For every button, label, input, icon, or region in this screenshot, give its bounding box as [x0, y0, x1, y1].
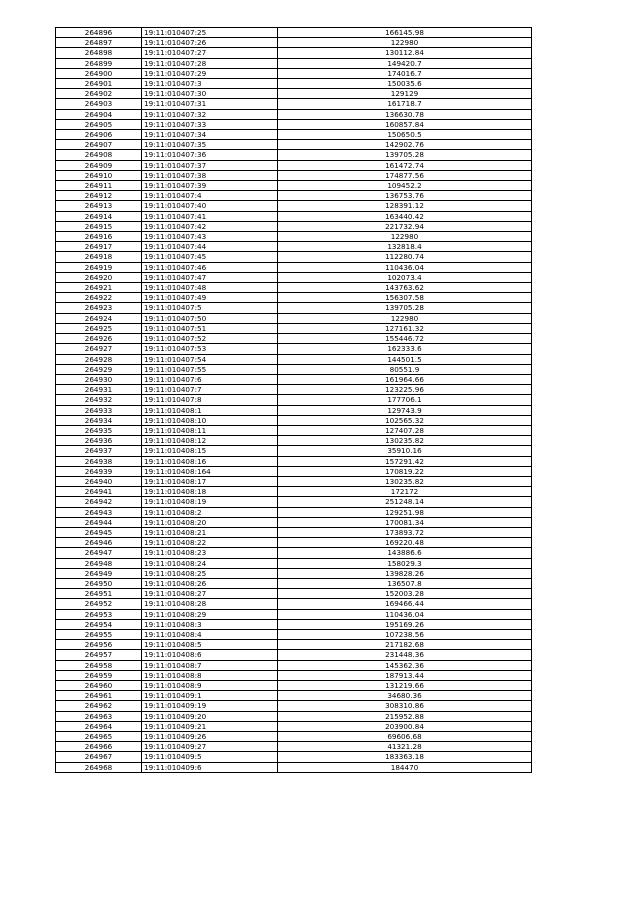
- amount-cell: 158029.3: [278, 558, 532, 568]
- cadastral-number-cell: 19:11:010408:12: [142, 436, 278, 446]
- row-number-cell: 264903: [56, 99, 142, 109]
- row-number-cell: 264929: [56, 364, 142, 374]
- row-number-cell: 264964: [56, 721, 142, 731]
- table-row: [56, 538, 532, 548]
- row-number-cell: 264966: [56, 742, 142, 752]
- table-row: [56, 201, 532, 211]
- amount-cell: 231448.36: [278, 650, 532, 660]
- amount-cell: 122980: [278, 38, 532, 48]
- amount-cell: 144501.5: [278, 354, 532, 364]
- table-row: [56, 527, 532, 537]
- table-row: [56, 640, 532, 650]
- table-row: [56, 578, 532, 588]
- amount-cell: 34680.36: [278, 691, 532, 701]
- row-number-cell: 264907: [56, 140, 142, 150]
- amount-cell: 142902.76: [278, 140, 532, 150]
- amount-cell: 169466.44: [278, 599, 532, 609]
- cadastral-number-cell: 19:11:010407:40: [142, 201, 278, 211]
- amount-cell: 35910.16: [278, 446, 532, 456]
- row-number-cell: 264896: [56, 28, 142, 38]
- cadastral-number-cell: 19:11:010408:23: [142, 548, 278, 558]
- table-row: [56, 323, 532, 333]
- cadastral-number-cell: 19:11:010408:164: [142, 466, 278, 476]
- amount-cell: 161964.66: [278, 374, 532, 384]
- table-row: [56, 446, 532, 456]
- amount-cell: 157291.42: [278, 456, 532, 466]
- cadastral-number-cell: 19:11:010408:10: [142, 415, 278, 425]
- table-row: [56, 191, 532, 201]
- amount-cell: 170081.34: [278, 517, 532, 527]
- cadastral-number-cell: 19:11:010408:9: [142, 681, 278, 691]
- amount-cell: 122980: [278, 313, 532, 323]
- table-row: [56, 211, 532, 221]
- cadastral-number-cell: 19:11:010407:8: [142, 395, 278, 405]
- table-row: [56, 466, 532, 476]
- row-number-cell: 264908: [56, 150, 142, 160]
- table-row: [56, 109, 532, 119]
- row-number-cell: 264948: [56, 558, 142, 568]
- cadastral-number-cell: 19:11:010407:49: [142, 293, 278, 303]
- amount-cell: 130112.84: [278, 48, 532, 58]
- row-number-cell: 264938: [56, 456, 142, 466]
- amount-cell: 203900.84: [278, 721, 532, 731]
- table-row: [56, 681, 532, 691]
- amount-cell: 129743.9: [278, 405, 532, 415]
- amount-cell: 183363.18: [278, 752, 532, 762]
- cadastral-number-cell: 19:11:010407:30: [142, 89, 278, 99]
- table-row: [56, 589, 532, 599]
- cadastral-number-cell: 19:11:010409:26: [142, 732, 278, 742]
- amount-cell: 69606.68: [278, 732, 532, 742]
- amount-cell: 128391.12: [278, 201, 532, 211]
- amount-cell: 130235.82: [278, 476, 532, 486]
- cadastral-number-cell: 19:11:010407:48: [142, 283, 278, 293]
- table-row: [56, 752, 532, 762]
- table-row: [56, 721, 532, 731]
- cadastral-number-cell: 19:11:010408:18: [142, 487, 278, 497]
- amount-cell: 143763.62: [278, 283, 532, 293]
- table-row: [56, 436, 532, 446]
- table-row: [56, 232, 532, 242]
- row-number-cell: 264921: [56, 283, 142, 293]
- row-number-cell: 264953: [56, 609, 142, 619]
- amount-cell: 80551.9: [278, 364, 532, 374]
- table-row: [56, 517, 532, 527]
- cadastral-number-cell: 19:11:010407:4: [142, 191, 278, 201]
- amount-cell: 160857.84: [278, 119, 532, 129]
- table-row: [56, 405, 532, 415]
- amount-cell: 130235.82: [278, 436, 532, 446]
- amount-cell: 149420.7: [278, 58, 532, 68]
- cadastral-number-cell: 19:11:010407:29: [142, 68, 278, 78]
- row-number-cell: 264927: [56, 344, 142, 354]
- amount-cell: 174016.7: [278, 68, 532, 78]
- row-number-cell: 264952: [56, 599, 142, 609]
- cadastral-number-cell: 19:11:010407:38: [142, 170, 278, 180]
- table-row: [56, 242, 532, 252]
- amount-cell: 122980: [278, 232, 532, 242]
- row-number-cell: 264925: [56, 323, 142, 333]
- cadastral-number-cell: 19:11:010407:43: [142, 232, 278, 242]
- row-number-cell: 264914: [56, 211, 142, 221]
- cadastral-number-cell: 19:11:010407:52: [142, 334, 278, 344]
- cadastral-number-cell: 19:11:010407:33: [142, 119, 278, 129]
- cadastral-number-cell: 19:11:010409:27: [142, 742, 278, 752]
- table-row: [56, 160, 532, 170]
- cadastral-number-cell: 19:11:010408:8: [142, 670, 278, 680]
- cadastral-number-cell: 19:11:010408:6: [142, 650, 278, 660]
- cadastral-number-cell: 19:11:010407:45: [142, 252, 278, 262]
- cadastral-number-cell: 19:11:010407:39: [142, 181, 278, 191]
- table-row: [56, 732, 532, 742]
- row-number-cell: 264958: [56, 660, 142, 670]
- row-number-cell: 264928: [56, 354, 142, 364]
- cadastral-number-cell: 19:11:010408:25: [142, 568, 278, 578]
- table-row: [56, 385, 532, 395]
- table-row: [56, 38, 532, 48]
- table-row: [56, 221, 532, 231]
- amount-cell: 127161.32: [278, 323, 532, 333]
- table-row: [56, 283, 532, 293]
- amount-cell: 129129: [278, 89, 532, 99]
- row-number-cell: 264947: [56, 548, 142, 558]
- amount-cell: 112280.74: [278, 252, 532, 262]
- cadastral-number-cell: 19:11:010407:42: [142, 221, 278, 231]
- amount-cell: 136630.78: [278, 109, 532, 119]
- amount-cell: 161472.74: [278, 160, 532, 170]
- table-row: [56, 660, 532, 670]
- cadastral-number-cell: 19:11:010408:7: [142, 660, 278, 670]
- table-row: [56, 599, 532, 609]
- amount-cell: 127407.28: [278, 425, 532, 435]
- table-row: [56, 170, 532, 180]
- table-row: [56, 691, 532, 701]
- table-row: [56, 28, 532, 38]
- amount-cell: 107238.56: [278, 629, 532, 639]
- cadastral-number-cell: 19:11:010408:17: [142, 476, 278, 486]
- table-row: [56, 354, 532, 364]
- row-number-cell: 264939: [56, 466, 142, 476]
- cadastral-number-cell: 19:11:010408:5: [142, 640, 278, 650]
- cadastral-number-cell: 19:11:010407:47: [142, 272, 278, 282]
- cadastral-number-cell: 19:11:010408:11: [142, 425, 278, 435]
- row-number-cell: 264944: [56, 517, 142, 527]
- row-number-cell: 264956: [56, 640, 142, 650]
- row-number-cell: 264934: [56, 415, 142, 425]
- row-number-cell: 264922: [56, 293, 142, 303]
- cadastral-number-cell: 19:11:010409:1: [142, 691, 278, 701]
- table-row: [56, 629, 532, 639]
- cadastral-number-cell: 19:11:010408:1: [142, 405, 278, 415]
- amount-cell: 123225.96: [278, 385, 532, 395]
- amount-cell: 215952.88: [278, 711, 532, 721]
- cadastral-number-cell: 19:11:010408:29: [142, 609, 278, 619]
- row-number-cell: 264919: [56, 262, 142, 272]
- table-row: [56, 476, 532, 486]
- cadastral-number-cell: 19:11:010409:19: [142, 701, 278, 711]
- cadastral-number-cell: 19:11:010407:5: [142, 303, 278, 313]
- amount-cell: 217182.68: [278, 640, 532, 650]
- amount-cell: 131219.66: [278, 681, 532, 691]
- cadastral-number-cell: 19:11:010407:54: [142, 354, 278, 364]
- amount-cell: 132818.4: [278, 242, 532, 252]
- table-row: [56, 425, 532, 435]
- cadastral-number-cell: 19:11:010408:24: [142, 558, 278, 568]
- row-number-cell: 264901: [56, 79, 142, 89]
- row-number-cell: 264910: [56, 170, 142, 180]
- cadastral-number-cell: 19:11:010407:51: [142, 323, 278, 333]
- row-number-cell: 264902: [56, 89, 142, 99]
- cadastral-number-cell: 19:11:010407:46: [142, 262, 278, 272]
- amount-cell: 187913.44: [278, 670, 532, 680]
- amount-cell: 143886.6: [278, 548, 532, 558]
- table-row: [56, 313, 532, 323]
- row-number-cell: 264960: [56, 681, 142, 691]
- row-number-cell: 264931: [56, 385, 142, 395]
- table-row: [56, 293, 532, 303]
- cadastral-number-cell: 19:11:010407:25: [142, 28, 278, 38]
- amount-cell: 170819.22: [278, 466, 532, 476]
- cadastral-number-cell: 19:11:010408:4: [142, 629, 278, 639]
- row-number-cell: 264951: [56, 589, 142, 599]
- amount-cell: 139828.26: [278, 568, 532, 578]
- amount-cell: 139705.28: [278, 150, 532, 160]
- amount-cell: 155446.72: [278, 334, 532, 344]
- amount-cell: 156307.58: [278, 293, 532, 303]
- cadastral-number-cell: 19:11:010407:28: [142, 58, 278, 68]
- amount-cell: 129251.98: [278, 507, 532, 517]
- table-row: [56, 742, 532, 752]
- cadastral-number-cell: 19:11:010409:20: [142, 711, 278, 721]
- amount-cell: 174877.56: [278, 170, 532, 180]
- table-row: [56, 79, 532, 89]
- table-row: [56, 89, 532, 99]
- row-number-cell: 264917: [56, 242, 142, 252]
- amount-cell: 173893.72: [278, 527, 532, 537]
- amount-cell: 163440.42: [278, 211, 532, 221]
- row-number-cell: 264941: [56, 487, 142, 497]
- row-number-cell: 264933: [56, 405, 142, 415]
- table-row: [56, 303, 532, 313]
- table-row: [56, 181, 532, 191]
- row-number-cell: 264949: [56, 568, 142, 578]
- table-row: [56, 150, 532, 160]
- cadastral-number-cell: 19:11:010407:50: [142, 313, 278, 323]
- cadastral-number-cell: 19:11:010407:37: [142, 160, 278, 170]
- table-row: [56, 568, 532, 578]
- row-number-cell: 264962: [56, 701, 142, 711]
- row-number-cell: 264924: [56, 313, 142, 323]
- cadastral-number-cell: 19:11:010407:41: [142, 211, 278, 221]
- cadastral-number-cell: 19:11:010408:3: [142, 619, 278, 629]
- cadastral-number-cell: 19:11:010407:26: [142, 38, 278, 48]
- table-row: [56, 487, 532, 497]
- table-row: [56, 272, 532, 282]
- amount-cell: 177706.1: [278, 395, 532, 405]
- table-row: [56, 762, 532, 772]
- cadastral-number-cell: 19:11:010407:35: [142, 140, 278, 150]
- cadastral-number-cell: 19:11:010408:20: [142, 517, 278, 527]
- row-number-cell: 264959: [56, 670, 142, 680]
- row-number-cell: 264904: [56, 109, 142, 119]
- cadastral-number-cell: 19:11:010408:21: [142, 527, 278, 537]
- table-row: [56, 619, 532, 629]
- row-number-cell: 264968: [56, 762, 142, 772]
- amount-cell: 136507.8: [278, 578, 532, 588]
- row-number-cell: 264920: [56, 272, 142, 282]
- amount-cell: 169220.48: [278, 538, 532, 548]
- cadastral-number-cell: 19:11:010407:6: [142, 374, 278, 384]
- cadastral-number-cell: 19:11:010407:36: [142, 150, 278, 160]
- amount-cell: 109452.2: [278, 181, 532, 191]
- row-number-cell: 264912: [56, 191, 142, 201]
- row-number-cell: 264943: [56, 507, 142, 517]
- row-number-cell: 264913: [56, 201, 142, 211]
- amount-cell: 136753.76: [278, 191, 532, 201]
- row-number-cell: 264926: [56, 334, 142, 344]
- table-row: [56, 262, 532, 272]
- table-row: [56, 252, 532, 262]
- cadastral-number-cell: 19:11:010407:55: [142, 364, 278, 374]
- row-number-cell: 264945: [56, 527, 142, 537]
- table-row: [56, 548, 532, 558]
- row-number-cell: 264932: [56, 395, 142, 405]
- row-number-cell: 264898: [56, 48, 142, 58]
- table-row: [56, 130, 532, 140]
- table-row: [56, 456, 532, 466]
- table-row: [56, 364, 532, 374]
- row-number-cell: 264923: [56, 303, 142, 313]
- data-table: [55, 27, 532, 773]
- amount-cell: 139705.28: [278, 303, 532, 313]
- table-row: [56, 48, 532, 58]
- amount-cell: 102073.4: [278, 272, 532, 282]
- amount-cell: 251248.14: [278, 497, 532, 507]
- amount-cell: 110436.04: [278, 609, 532, 619]
- row-number-cell: 264961: [56, 691, 142, 701]
- cadastral-number-cell: 19:11:010407:7: [142, 385, 278, 395]
- row-number-cell: 264916: [56, 232, 142, 242]
- cadastral-number-cell: 19:11:010408:15: [142, 446, 278, 456]
- cadastral-number-cell: 19:11:010409:6: [142, 762, 278, 772]
- table-row: [56, 58, 532, 68]
- cadastral-number-cell: 19:11:010408:19: [142, 497, 278, 507]
- row-number-cell: 264954: [56, 619, 142, 629]
- row-number-cell: 264897: [56, 38, 142, 48]
- table-row: [56, 497, 532, 507]
- row-number-cell: 264940: [56, 476, 142, 486]
- cadastral-number-cell: 19:11:010407:34: [142, 130, 278, 140]
- row-number-cell: 264915: [56, 221, 142, 231]
- amount-cell: 308310.86: [278, 701, 532, 711]
- amount-cell: 150035.6: [278, 79, 532, 89]
- row-number-cell: 264900: [56, 68, 142, 78]
- amount-cell: 161718.7: [278, 99, 532, 109]
- cadastral-number-cell: 19:11:010408:27: [142, 589, 278, 599]
- row-number-cell: 264918: [56, 252, 142, 262]
- row-number-cell: 264957: [56, 650, 142, 660]
- table-row: [56, 415, 532, 425]
- table-row: [56, 140, 532, 150]
- row-number-cell: 264935: [56, 425, 142, 435]
- amount-cell: 221732.94: [278, 221, 532, 231]
- table-row: [56, 558, 532, 568]
- cadastral-number-cell: 19:11:010409:5: [142, 752, 278, 762]
- row-number-cell: 264911: [56, 181, 142, 191]
- table-row: [56, 609, 532, 619]
- cadastral-number-cell: 19:11:010407:32: [142, 109, 278, 119]
- row-number-cell: 264967: [56, 752, 142, 762]
- row-number-cell: 264905: [56, 119, 142, 129]
- cadastral-number-cell: 19:11:010407:27: [142, 48, 278, 58]
- cadastral-number-cell: 19:11:010408:16: [142, 456, 278, 466]
- table-row: [56, 711, 532, 721]
- cadastral-number-cell: 19:11:010408:22: [142, 538, 278, 548]
- table-row: [56, 99, 532, 109]
- row-number-cell: 264906: [56, 130, 142, 140]
- row-number-cell: 264965: [56, 732, 142, 742]
- row-number-cell: 264955: [56, 629, 142, 639]
- cadastral-number-cell: 19:11:010409:21: [142, 721, 278, 731]
- row-number-cell: 264937: [56, 446, 142, 456]
- amount-cell: 41321.28: [278, 742, 532, 752]
- cadastral-number-cell: 19:11:010407:44: [142, 242, 278, 252]
- table-row: [56, 395, 532, 405]
- table-row: [56, 650, 532, 660]
- amount-cell: 152003.28: [278, 589, 532, 599]
- table-row: [56, 507, 532, 517]
- table-row: [56, 374, 532, 384]
- row-number-cell: 264930: [56, 374, 142, 384]
- amount-cell: 145362.36: [278, 660, 532, 670]
- table-row: [56, 68, 532, 78]
- cadastral-number-cell: 19:11:010407:53: [142, 344, 278, 354]
- cadastral-number-cell: 19:11:010408:26: [142, 578, 278, 588]
- row-number-cell: 264936: [56, 436, 142, 446]
- row-number-cell: 264909: [56, 160, 142, 170]
- row-number-cell: 264899: [56, 58, 142, 68]
- row-number-cell: 264946: [56, 538, 142, 548]
- table-row: [56, 334, 532, 344]
- amount-cell: 102565.32: [278, 415, 532, 425]
- table-row: [56, 670, 532, 680]
- row-number-cell: 264950: [56, 578, 142, 588]
- table-row: [56, 344, 532, 354]
- amount-cell: 195169.26: [278, 619, 532, 629]
- amount-cell: 162333.6: [278, 344, 532, 354]
- amount-cell: 150650.5: [278, 130, 532, 140]
- amount-cell: 166145.98: [278, 28, 532, 38]
- amount-cell: 172172: [278, 487, 532, 497]
- row-number-cell: 264963: [56, 711, 142, 721]
- cadastral-number-cell: 19:11:010408:28: [142, 599, 278, 609]
- cadastral-number-cell: 19:11:010408:2: [142, 507, 278, 517]
- amount-cell: 184470: [278, 762, 532, 772]
- table-row: [56, 119, 532, 129]
- cadastral-number-cell: 19:11:010407:3: [142, 79, 278, 89]
- table-body: [56, 28, 532, 773]
- table-row: [56, 701, 532, 711]
- cadastral-number-cell: 19:11:010407:31: [142, 99, 278, 109]
- row-number-cell: 264942: [56, 497, 142, 507]
- amount-cell: 110436.04: [278, 262, 532, 272]
